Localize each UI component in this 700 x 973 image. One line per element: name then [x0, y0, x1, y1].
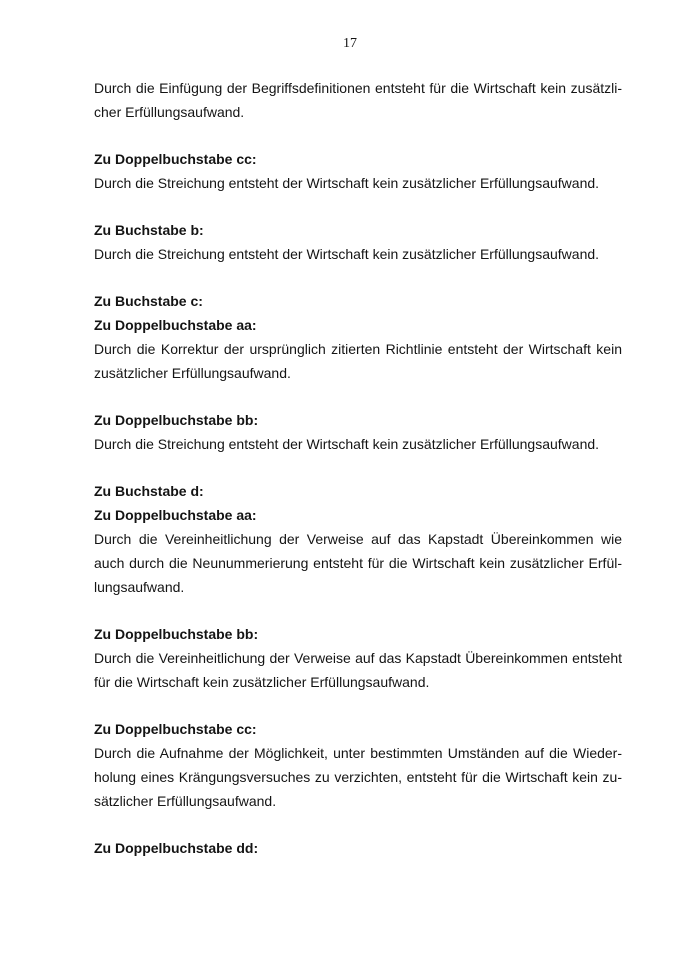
section-paragraph	[94, 646, 622, 694]
text-line: sätzlicher Erfüllungsaufwand.	[94, 793, 277, 809]
text-line: auch durch die Neunummerierung entsteht für die Wirtschaft kein zusätzlicher Erfül-	[94, 555, 622, 571]
section-paragraph	[94, 432, 622, 456]
text-line: Durch die Streichung entsteht der Wirtschaft kein zusätzlicher Erfüllungsaufwand.	[94, 246, 600, 262]
text-line: holung eines Krängungsversuches zu verzichten, entsteht für die Wirtschaft kein zu-	[94, 769, 622, 785]
text-line: Durch die Streichung entsteht der Wirtschaft kein zusätzlicher Erfüllungsaufwand.	[94, 175, 600, 191]
section-heading: Zu Doppelbuchstabe bb:	[94, 626, 259, 642]
section-paragraph	[94, 741, 622, 813]
section-heading: Zu Doppelbuchstabe cc:	[94, 151, 257, 167]
section-heading: Zu Buchstabe d:	[94, 483, 204, 499]
page-number: 17	[343, 36, 357, 51]
section-paragraph	[94, 527, 622, 599]
text-line: lungsaufwand.	[94, 579, 185, 595]
subsection-heading: Zu Doppelbuchstabe aa:	[94, 507, 257, 523]
text-line: Durch die Vereinheitlichung der Verweise auf das Kapstadt Übereinkommen wie	[94, 531, 622, 547]
section-heading: Zu Doppelbuchstabe dd:	[94, 840, 259, 856]
intro-paragraph	[94, 76, 622, 124]
text-line: Durch die Einfügung der Begriffsdefinitionen entsteht für die Wirtschaft kein zusätzli-	[94, 80, 622, 96]
text-line: Durch die Korrektur der ursprünglich zitierten Richtlinie entsteht der Wirtschaft kein	[94, 341, 622, 357]
section-paragraph	[94, 171, 622, 195]
section-heading: Zu Doppelbuchstabe cc:	[94, 721, 257, 737]
text-line: Durch die Streichung entsteht der Wirtschaft kein zusätzlicher Erfüllungsaufwand.	[94, 436, 600, 452]
text-line: cher Erfüllungsaufwand.	[94, 104, 245, 120]
section-paragraph	[94, 337, 622, 385]
text-line: Durch die Aufnahme der Möglichkeit, unter bestimmten Umständen auf die Wieder-	[94, 745, 622, 761]
section-paragraph	[94, 242, 622, 266]
document-body	[94, 76, 622, 860]
text-line: für die Wirtschaft kein zusätzlicher Erfüllungsaufwand.	[94, 674, 430, 690]
section-heading: Zu Buchstabe b:	[94, 222, 204, 238]
text-line: zusätzlicher Erfüllungsaufwand.	[94, 365, 291, 381]
subsection-heading: Zu Doppelbuchstabe aa:	[94, 317, 257, 333]
section-heading: Zu Doppelbuchstabe bb:	[94, 412, 259, 428]
text-line: Durch die Vereinheitlichung der Verweise auf das Kapstadt Übereinkommen entsteht	[94, 650, 622, 666]
section-heading: Zu Buchstabe c:	[94, 293, 203, 309]
